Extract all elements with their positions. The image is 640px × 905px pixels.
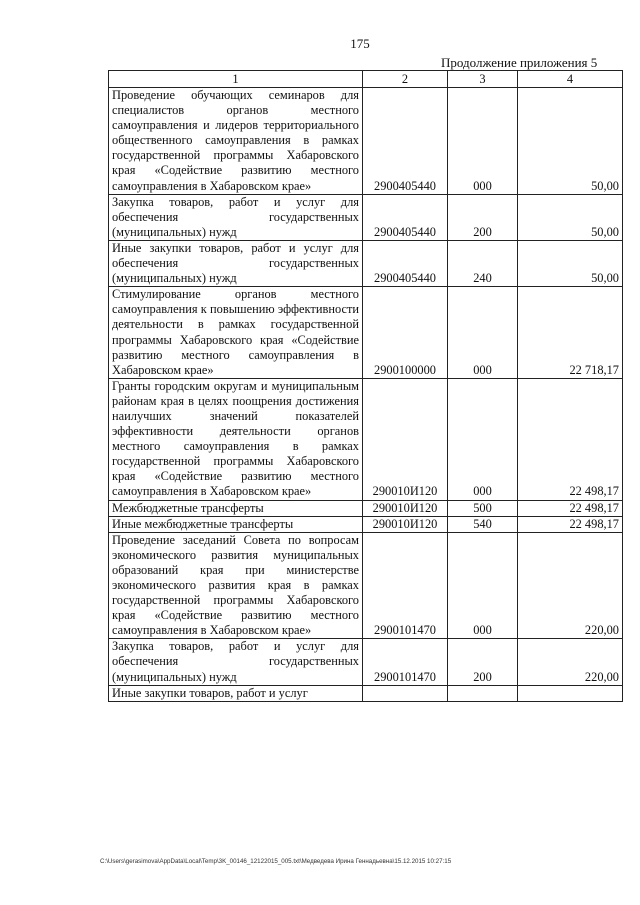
row-name: Иные закупки товаров, работ и услуг	[109, 685, 363, 701]
table-row	[109, 240, 623, 286]
row-name: Межбюджетные трансферты	[109, 500, 363, 516]
row-sum	[518, 685, 623, 701]
row-code: 2900405440	[363, 194, 448, 240]
table-row	[109, 516, 623, 532]
table-row	[109, 500, 623, 516]
table-row	[109, 88, 623, 195]
row-name: Гранты городским округам и муниципальным районам края в целях поощрения достижения наилучших значений показателей эффективности деятельности органов местного самоуправления в рамках государственной программы Хабаровского края «Содействие развитию местного самоуправления в Хабаровском крае»	[109, 378, 363, 500]
header-col-1: 1	[109, 71, 363, 88]
row-code: 290010И120	[363, 516, 448, 532]
row-code	[363, 685, 448, 701]
row-type: 500	[448, 500, 518, 516]
table-row	[109, 378, 623, 500]
row-type: 000	[448, 378, 518, 500]
table-row	[109, 639, 623, 685]
row-sum: 22 498,17	[518, 500, 623, 516]
row-sum: 220,00	[518, 532, 623, 639]
budget-table	[108, 70, 623, 702]
row-type: 240	[448, 240, 518, 286]
row-type: 540	[448, 516, 518, 532]
table-row	[109, 532, 623, 639]
row-sum: 220,00	[518, 639, 623, 685]
row-name: Проведение заседаний Совета по вопросам экономического развития муниципальных образований края при министерстве экономического развития края в рамках государственной программы Хабаровского края «Содействие развитию местного самоуправления в Хабаровском крае»	[109, 532, 363, 639]
row-name: Иные межбюджетные трансферты	[109, 516, 363, 532]
row-name: Иные закупки товаров, работ и услуг для обеспечения государственных (муниципальных) нужд	[109, 240, 363, 286]
header-col-3: 3	[448, 71, 518, 88]
row-type: 000	[448, 287, 518, 379]
row-code: 2900405440	[363, 88, 448, 195]
page-number: 175	[350, 36, 370, 51]
table-header-row	[109, 71, 623, 88]
row-code: 2900101470	[363, 639, 448, 685]
row-type: 000	[448, 88, 518, 195]
row-code: 2900405440	[363, 240, 448, 286]
table-row	[109, 685, 623, 701]
row-sum: 22 498,17	[518, 516, 623, 532]
row-name: Стимулирование органов местного самоуправления к повышению эффективности деятельности в рамках государственной программы Хабаровского края «Содействие развитию местного самоуправления в Хабаровском крае»	[109, 287, 363, 379]
row-code: 2900101470	[363, 532, 448, 639]
row-type	[448, 685, 518, 701]
row-code: 290010И120	[363, 500, 448, 516]
row-sum: 50,00	[518, 194, 623, 240]
row-name: Закупка товаров, работ и услуг для обеспечения государственных (муниципальных) нужд	[109, 639, 363, 685]
continuation-label: Продолжение приложения 5	[441, 55, 598, 70]
row-type: 200	[448, 639, 518, 685]
row-sum: 22 718,17	[518, 287, 623, 379]
row-code: 290010И120	[363, 378, 448, 500]
footer-file-path: C:\Users\gerasimova\AppData\Local\Temp\3K_00146_12122015_005.txt\Медведева Ирина Геннадьевна\15.12.2015 10:27:15	[100, 858, 452, 865]
row-sum: 50,00	[518, 240, 623, 286]
row-type: 200	[448, 194, 518, 240]
row-code: 2900100000	[363, 287, 448, 379]
row-sum: 50,00	[518, 88, 623, 195]
header-col-4: 4	[518, 71, 623, 88]
row-name: Закупка товаров, работ и услуг для обеспечения государственных (муниципальных) нужд	[109, 194, 363, 240]
row-sum: 22 498,17	[518, 378, 623, 500]
row-type: 000	[448, 532, 518, 639]
table-row	[109, 194, 623, 240]
header-col-2: 2	[363, 71, 448, 88]
row-name: Проведение обучающих семинаров для специалистов органов местного самоуправления и лидеров территориального общественного самоуправления в рамках государственной программы Хабаровского края «Содействие развитию местного самоуправления в Хабаровском крае»	[109, 88, 363, 195]
table-row	[109, 287, 623, 379]
